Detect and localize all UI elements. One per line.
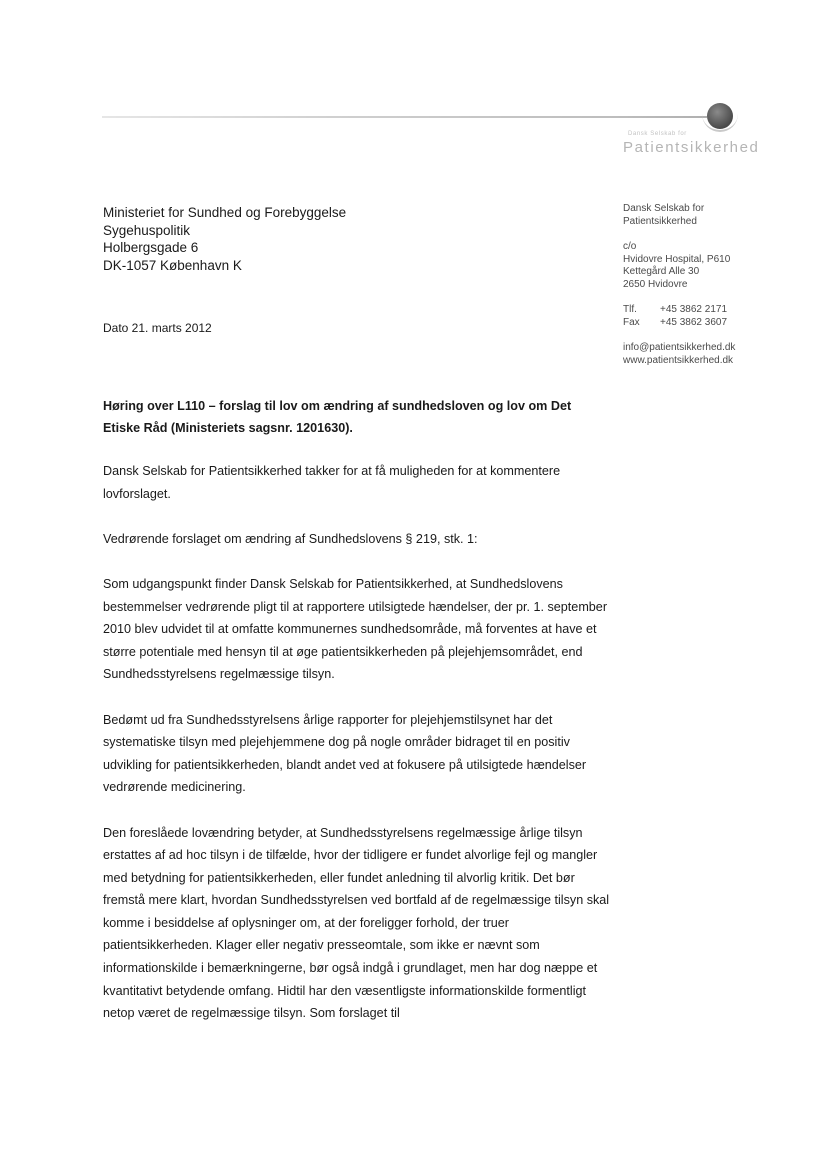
body-paragraph: Vedrørende forslaget om ændring af Sundhedslovens § 219, stk. 1: xyxy=(103,531,478,546)
addressee-line: Holbergsgade 6 xyxy=(103,240,199,255)
logo-text: Patientsikkerhed xyxy=(623,139,760,156)
sender-email: info@patientsikkerhed.dk xyxy=(623,342,736,353)
logo-small-text: Dansk Selskab for xyxy=(628,131,687,137)
sender-website: www.patientsikkerhed.dk xyxy=(623,354,734,366)
body-paragraph: Den foreslåede lovændring betyder, at Sundhedsstyrelsens regelmæssige årlige tilsyn erstattes af ad hoc tilsyn i de tilfælde, hvor der tidligere er fundet alvorlige fejl og mangler med betydning for patientsikkerheden, eller fundet anledning til alvorlig kritik. Det bør fremstå mere klart, hvordan Sundhedsstyrelsen ved bortfald af de regelmæssige tilsyn skal komme i besiddelse af oplysninger om, at der foreligger forhold, der truer patientsikkerheden. Klager eller negativ presseomtale, som ikke er nævnt som informationskilde i bemærkningerne, bør også indgå i grundlaget, men har dog næppe et kvantitativt betydende omfang. Hidtil har den væsentligste informationskilde formentligt netop været de regelmæssige tilsyn. Som forslaget til xyxy=(103,825,610,1021)
addressee-line: Ministeriet for Sundhed og Forebyggelse xyxy=(103,205,347,220)
letter-subject: Høring over L110 – forslag til lov om ændring af sundhedsloven og lov om Det Etiske Råd (Ministeriets sagsnr. 1201630). xyxy=(103,399,572,435)
phone-number: +45 3862 2171 xyxy=(660,304,728,315)
sender-fax xyxy=(623,317,735,330)
sender-address: Hvidovre Hospital, P610 xyxy=(623,253,731,265)
sender-org: Patientsikkerhed xyxy=(623,215,697,227)
body-paragraph: Bedømt ud fra Sundhedsstyrelsens årlige rapporter for plejehjemstilsynet har det systematiske tilsyn med plejehjemmene dog på nogle områder bidraget til en positiv udvikling for patientsikkerheden, blandt andet ved at fokusere på utilsigtede hændelser vedrørende medicinering. xyxy=(103,712,587,795)
addressee-line: DK-1057 København K xyxy=(103,257,242,273)
sender-co: c/o xyxy=(623,241,637,252)
phone-label: Tlf. xyxy=(623,304,637,315)
sender-address: 2650 Hvidovre xyxy=(623,278,688,290)
sender-block xyxy=(623,203,735,367)
fax-label: Fax xyxy=(623,316,640,328)
logo-circle-icon xyxy=(707,103,733,129)
addressee-block xyxy=(103,204,346,274)
body-paragraph: Dansk Selskab for Patientsikkerhed takker for at få muligheden for at kommentere lovforslaget. xyxy=(103,464,561,501)
sender-org: Dansk Selskab for xyxy=(623,203,705,214)
header-rule xyxy=(102,116,707,118)
sender-phone xyxy=(623,304,735,317)
addressee-line: Sygehuspolitik xyxy=(103,222,191,238)
letter-date: Dato 21. marts 2012 xyxy=(103,321,212,335)
fax-number: +45 3862 3607 xyxy=(660,316,728,328)
letter-body xyxy=(103,460,611,1047)
sender-address: Kettegård Alle 30 xyxy=(623,266,700,277)
body-paragraph: Som udgangspunkt finder Dansk Selskab for Patientsikkerhed, at Sundhedslovens bestemmelser vedrørende pligt til at rapportere utilsigtede hændelser, der pr. 1. september 2010 blev udvidet til at omfatte kommunernes sundhedsområde, må forventes at have et større potentiale med hensyn til at øge patientsikkerheden på plejehjemsområdet, end Sundhedsstyrelsens regelmæssige tilsyn. xyxy=(103,576,608,682)
